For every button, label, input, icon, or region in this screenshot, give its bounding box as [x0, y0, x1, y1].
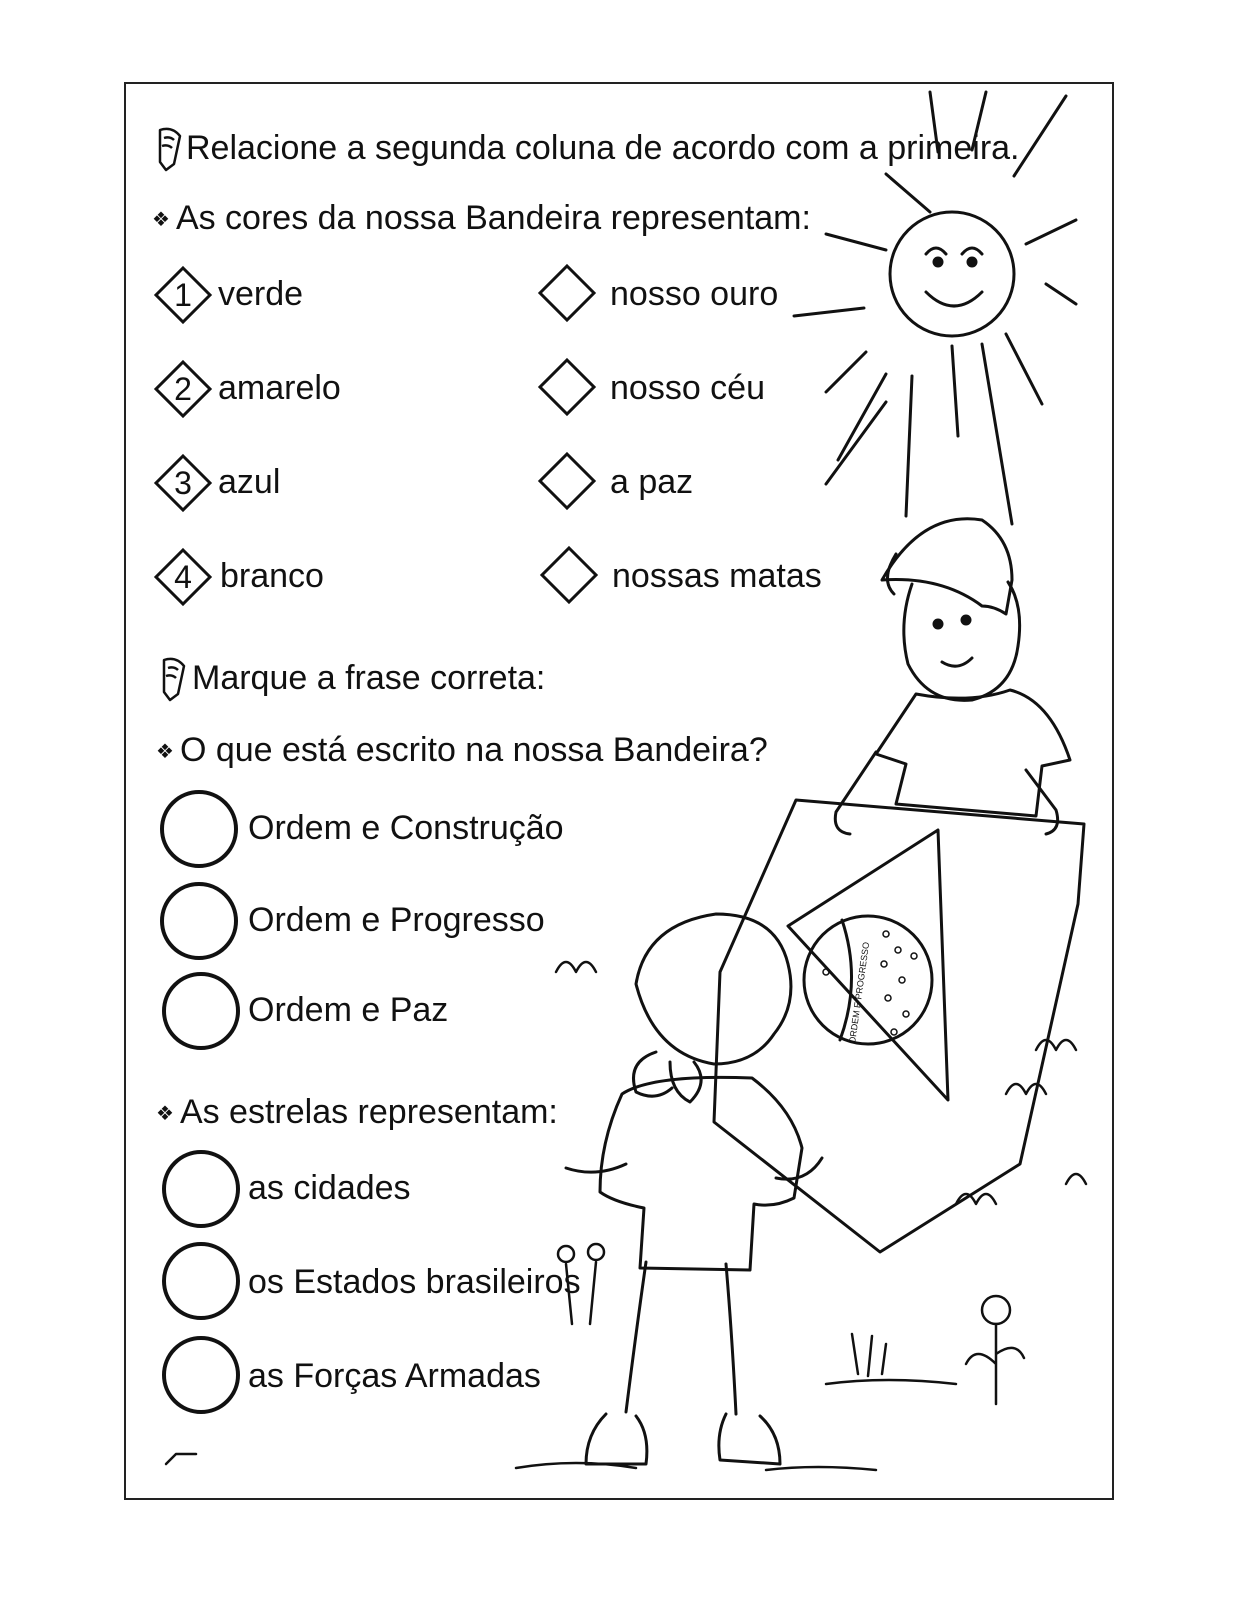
- question-stars: [156, 1092, 558, 1134]
- pencil-icon: [152, 126, 186, 172]
- answer-diamond-1[interactable]: [538, 264, 596, 322]
- bullet-icon: ❖: [156, 741, 174, 764]
- section1-question: [152, 198, 811, 240]
- option-circle-progresso[interactable]: [160, 882, 238, 960]
- option-os-estados-brasileiros: os Estados brasileiros: [248, 1263, 581, 1301]
- option-ordem-e-construcao: Ordem e Construção: [248, 809, 564, 847]
- number-4: 4: [174, 558, 192, 595]
- question-motto: [156, 730, 768, 772]
- pencil-icon: [156, 656, 190, 702]
- option-as-forcas-armadas: as Forças Armadas: [248, 1357, 541, 1395]
- option-ordem-e-progresso: Ordem e Progresso: [248, 901, 545, 939]
- option-as-cidades: as cidades: [248, 1169, 411, 1207]
- right-item-a-paz: a paz: [610, 463, 694, 501]
- option-circle-cidades[interactable]: [162, 1150, 240, 1228]
- number-diamond-1: [154, 266, 212, 324]
- left-item-amarelo: amarelo: [218, 369, 341, 407]
- bullet-icon: ❖: [152, 209, 170, 232]
- left-item-azul: azul: [218, 463, 281, 501]
- flag-motto: ORDEM E PROGRESSO: [847, 941, 872, 1045]
- boy-icon: [835, 519, 1070, 834]
- right-item-nosso-ceu: nosso céu: [610, 369, 765, 407]
- option-circle-construcao[interactable]: [160, 790, 238, 868]
- number-1: 1: [174, 276, 192, 313]
- option-ordem-e-paz: Ordem e Paz: [248, 991, 449, 1029]
- number-3: 3: [174, 464, 192, 501]
- section2-title: Marque a frase correta:: [192, 659, 546, 697]
- left-item-branco: branco: [220, 557, 324, 595]
- option-circle-forcas[interactable]: [162, 1336, 240, 1414]
- number-2: 2: [174, 370, 192, 407]
- answer-diamond-4[interactable]: [540, 546, 598, 604]
- flag-icon: [714, 800, 1084, 1252]
- number-diamond-3: [154, 454, 212, 512]
- answer-diamond-3[interactable]: [538, 452, 596, 510]
- worksheet-page: [124, 82, 1114, 1500]
- question-stars-text: As estrelas representam:: [179, 1093, 558, 1131]
- question-motto-text: O que está escrito na nossa Bandeira?: [179, 731, 768, 769]
- option-circle-estados[interactable]: [162, 1242, 240, 1320]
- option-circle-paz[interactable]: [162, 972, 240, 1050]
- number-diamond-2: [154, 360, 212, 418]
- bullet-icon: ❖: [156, 1103, 174, 1126]
- section1-title: Relacione a segunda coluna de acordo com a primeira.: [186, 129, 1020, 167]
- left-item-verde: verde: [218, 275, 304, 313]
- answer-diamond-2[interactable]: [538, 358, 596, 416]
- section1-question-text: As cores da nossa Bandeira representam:: [175, 199, 811, 237]
- girl-icon: [566, 914, 822, 1464]
- right-item-nosso-ouro: nosso ouro: [610, 275, 779, 313]
- right-item-nossas-matas: nossas matas: [612, 557, 822, 595]
- number-diamond-4: [154, 548, 212, 606]
